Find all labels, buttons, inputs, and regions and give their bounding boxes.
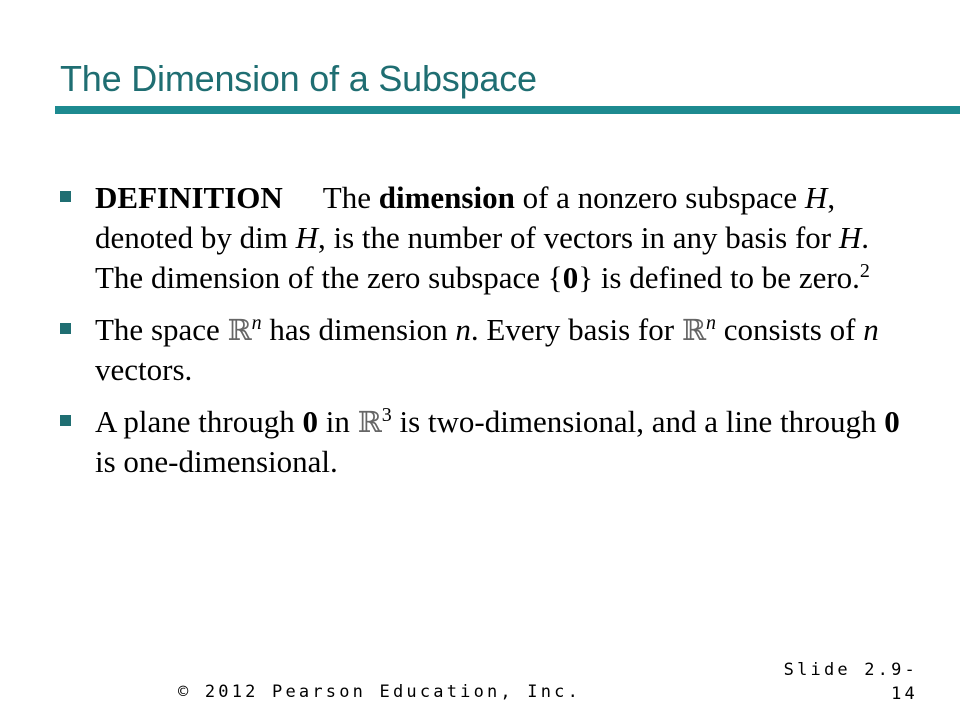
slide-content [60,178,920,494]
text-run: in [318,404,358,439]
bullet-rn-dimension [60,310,920,390]
bullet-definition [60,178,920,298]
zero-vector: 0 [562,260,579,295]
definition-label: DEFINITION [95,180,283,215]
real-numbers-symbol: ℝ [681,313,706,347]
square-bullet-icon [60,415,71,426]
footnote-marker: 2 [859,260,870,282]
exponent-n: n [705,312,716,334]
var-n: n [455,312,471,347]
text-run: } is defined to be zero. [578,260,860,295]
real-numbers-symbol: ℝ [227,313,252,347]
text-run: . Every basis for [470,312,682,347]
text-run: , denoted by dim [95,180,836,255]
var-h: H [838,220,862,255]
text-run: vectors. [95,352,193,387]
exponent-n: n [251,312,262,334]
square-bullet-icon [60,323,71,334]
text-run: of a nonzero subspace [514,180,805,215]
text-run: consists of [715,312,864,347]
square-bullet-icon [60,191,71,202]
real-numbers-symbol: ℝ [357,405,382,439]
term-dimension: dimension [378,180,515,215]
slide-number-footer [784,658,918,706]
copyright-footer: © 2012 Pearson Education, Inc. [178,682,582,702]
title-underline-bar [55,106,960,114]
var-h: H [804,180,828,215]
zero-vector: 0 [884,404,900,439]
text-run: The space [95,312,228,347]
text-run: The [322,180,379,215]
slide-title: The Dimension of a Subspace [60,58,537,99]
text-run: , is the number of vectors in any basis for [318,220,839,255]
text-run: has dimension [261,312,456,347]
slide-number: 14 [891,684,918,704]
text-run: A plane through [95,404,303,439]
text-run: is two-dimensional, and a line through [391,404,885,439]
var-n: n [863,312,879,347]
text-run: . The dimension of the zero subspace { [95,220,869,295]
exponent-3: 3 [381,404,392,426]
bullet-plane-line [60,402,920,482]
text-run: is one-dimensional. [95,444,338,479]
var-h: H [295,220,318,255]
zero-vector: 0 [302,404,318,439]
slide-label: Slide 2.9- [783,660,918,680]
